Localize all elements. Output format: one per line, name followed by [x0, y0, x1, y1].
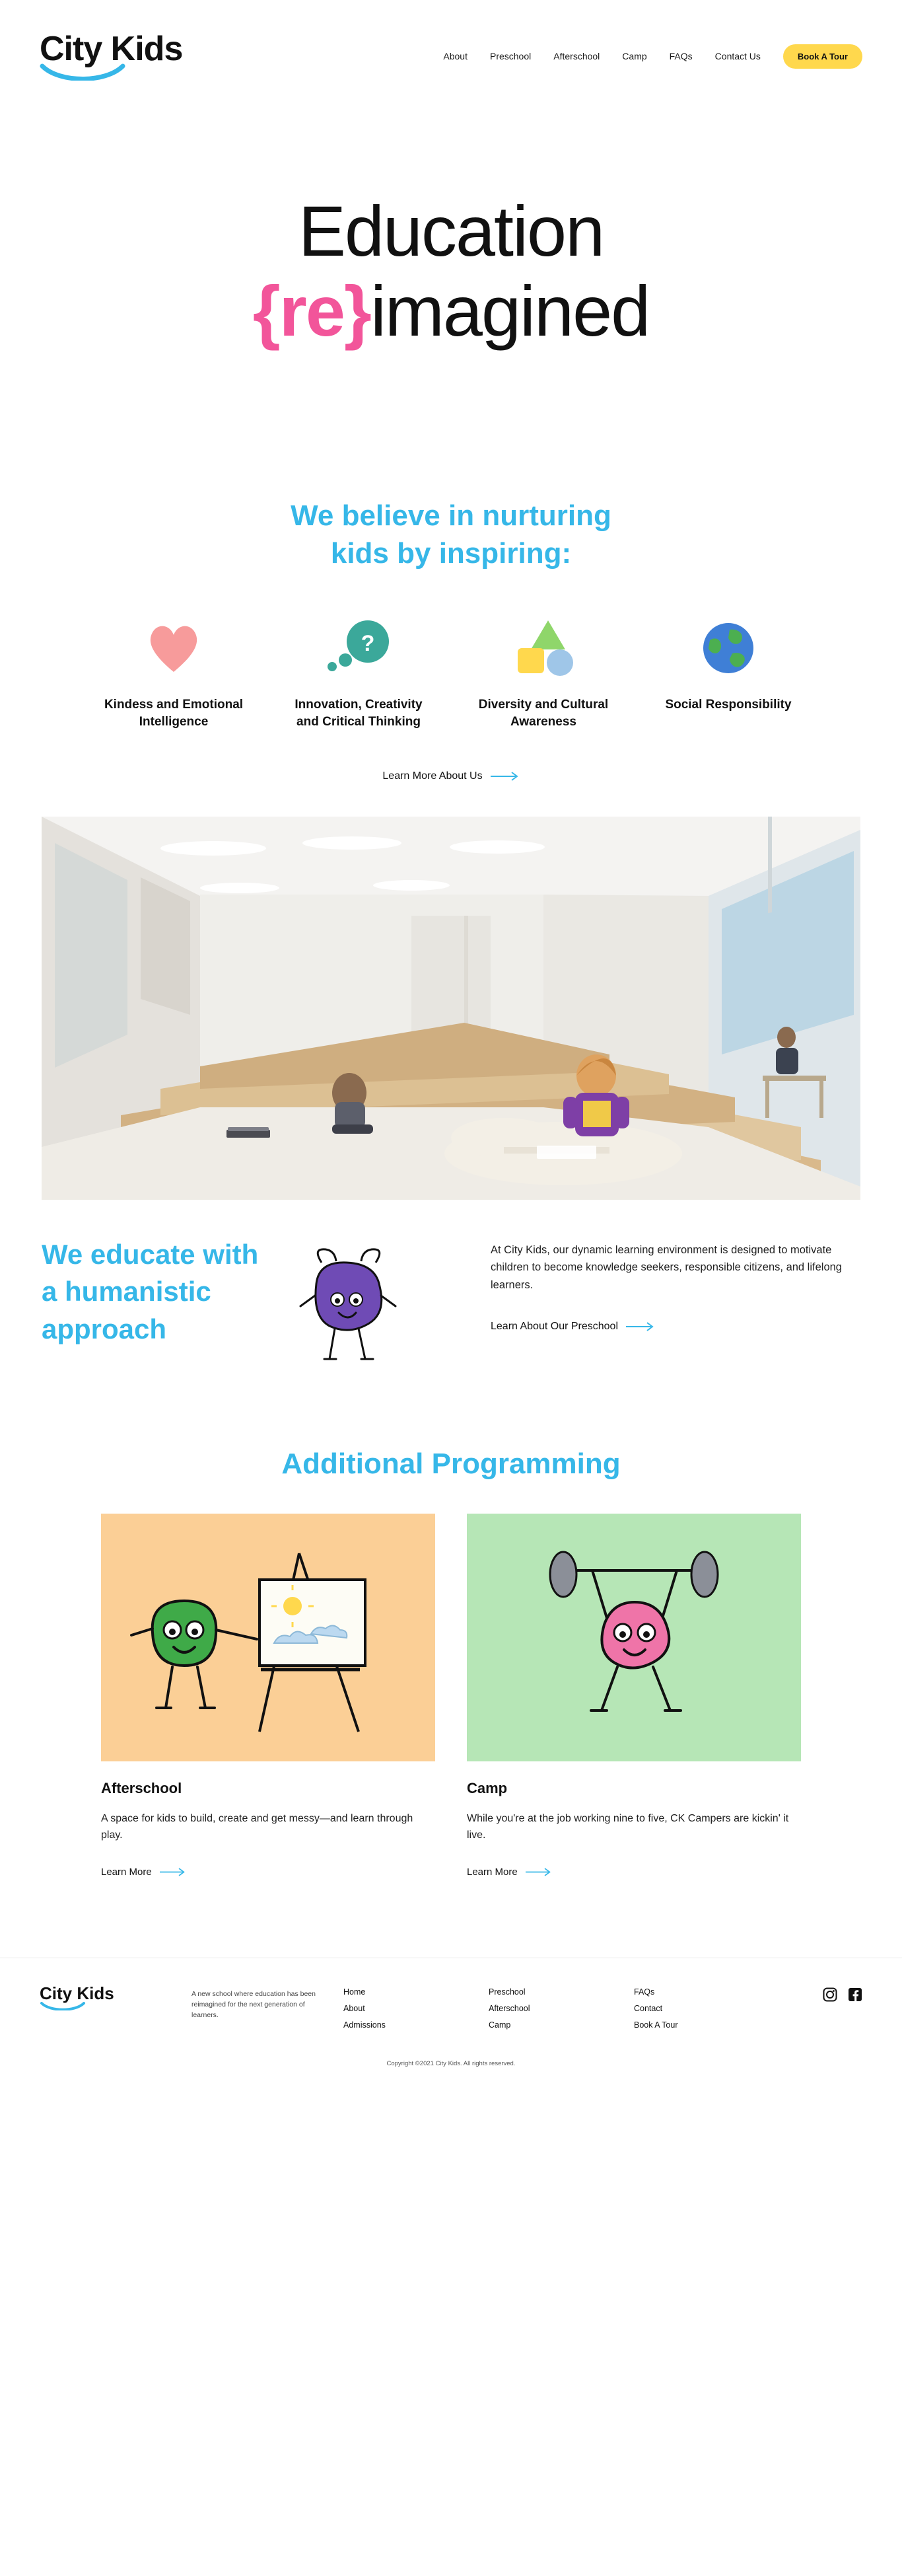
believe-section — [0, 497, 902, 817]
afterschool-learn-more-label: Learn More — [101, 1866, 152, 1878]
humanistic-section — [42, 1200, 860, 1448]
nav-item-afterschool[interactable]: Afterschool — [553, 51, 600, 61]
nav-item-camp[interactable]: Camp — [622, 51, 647, 61]
site-header — [0, 0, 902, 112]
program-card-camp[interactable] — [467, 1514, 801, 1878]
footer-link-preschool[interactable]: Preschool — [489, 1987, 526, 1997]
humanistic-right — [491, 1236, 860, 1348]
instagram-icon[interactable] — [823, 1987, 837, 2005]
nav-item-preschool[interactable]: Preschool — [489, 51, 532, 61]
afterschool-learn-more-link[interactable] — [101, 1866, 186, 1878]
programming-cards — [101, 1514, 801, 1878]
main-nav — [443, 44, 862, 69]
hero-line-1: Education — [298, 191, 604, 271]
believe-heading — [0, 497, 902, 572]
footer-link-book-a-tour[interactable]: Book A Tour — [634, 2020, 678, 2030]
footer-column-1 — [343, 1985, 462, 2030]
footer-link-admissions[interactable]: Admissions — [343, 2020, 386, 2030]
program-card-title: Camp — [467, 1779, 508, 1796]
values-list — [0, 572, 902, 730]
learn-about-preschool-label: Learn About Our Preschool — [491, 1320, 619, 1332]
nav-item-contact-us[interactable]: Contact Us — [714, 51, 761, 61]
footer-social-links — [823, 1985, 862, 2005]
footer-link-afterschool[interactable]: Afterschool — [489, 2003, 530, 2013]
footer-logo-text: City Kids — [40, 1983, 114, 2003]
logo-swoosh-icon — [40, 63, 125, 81]
pink-blob-lifting-barbell-icon — [467, 1514, 801, 1761]
programming-section — [0, 1448, 902, 1878]
believe-heading-line-2: kids by inspiring: — [330, 537, 572, 570]
facebook-icon[interactable] — [848, 1987, 862, 2005]
footer-column-3 — [634, 1985, 753, 2030]
thought-bubble-question-icon — [286, 612, 431, 684]
purple-blob-character-icon — [293, 1243, 405, 1372]
footer-link-camp[interactable]: Camp — [489, 2020, 511, 2030]
green-blob-painting-easel-icon — [101, 1514, 435, 1761]
footer-link-faqs[interactable]: FAQs — [634, 1987, 655, 1997]
footer-link-contact[interactable]: Contact — [634, 2003, 663, 2013]
program-card-title: Afterschool — [101, 1779, 182, 1796]
program-card-afterschool[interactable] — [101, 1514, 435, 1878]
learn-more-about-us-link[interactable] — [382, 770, 519, 782]
learn-about-preschool-link[interactable] — [491, 1321, 655, 1333]
value-label: Innovation, Creativity and Critical Thinking — [295, 698, 423, 729]
hero-heading — [0, 192, 902, 351]
program-card-body: While you're at the job working nine to five, CK Campers are kickin' it live. — [467, 1812, 789, 1841]
svg-text:?: ? — [361, 631, 375, 657]
book-a-tour-button[interactable]: Book A Tour — [783, 44, 862, 69]
humanistic-body: At City Kids, our dynamic learning environment is designed to motivate children to become knowledge seekers, responsible citizens, and lifelong learners. — [491, 1243, 842, 1291]
nav-item-faqs[interactable]: FAQs — [669, 51, 693, 61]
programming-title: Additional Programming — [281, 1447, 621, 1480]
humanistic-heading: We educate with a humanistic approach — [42, 1238, 259, 1344]
copyright-text: Copyright ©2021 City Kids. All rights reserved. — [386, 2059, 516, 2067]
footer-link-home[interactable]: Home — [343, 1987, 366, 1997]
logo[interactable] — [40, 32, 182, 81]
value-item-kindness — [101, 612, 246, 730]
hero-imagined: imagined — [370, 270, 650, 351]
arrow-right-icon — [626, 1322, 655, 1331]
value-item-social-responsibility — [656, 612, 801, 730]
footer-tagline: A new school where education has been reimagined for the next generation of learners. — [191, 1989, 316, 2020]
shapes-icon — [471, 612, 616, 684]
humanistic-left — [42, 1236, 464, 1348]
hero-re: {re} — [252, 270, 370, 351]
believe-heading-line-1: We believe in nurturing — [291, 499, 611, 532]
footer-logo[interactable] — [40, 1985, 165, 2014]
learn-more-about-us-label: Learn More About Us — [382, 770, 483, 782]
footer-column-2 — [489, 1985, 607, 2030]
classroom-photo — [42, 817, 860, 1200]
arrow-right-icon — [526, 1868, 552, 1876]
value-item-innovation — [286, 612, 431, 730]
learn-more-about-us-wrap — [0, 731, 902, 797]
camp-learn-more-label: Learn More — [467, 1866, 518, 1878]
value-item-diversity — [471, 612, 616, 730]
program-card-body: A space for kids to build, create and get messy—and learn through play. — [101, 1812, 413, 1841]
camp-learn-more-link[interactable] — [467, 1866, 552, 1878]
arrow-right-icon — [160, 1868, 186, 1876]
value-label: Diversity and Cultural Awareness — [478, 698, 609, 729]
nav-item-about[interactable]: About — [443, 51, 468, 61]
heart-icon — [101, 612, 246, 684]
classroom-photo-illustration — [42, 817, 860, 1200]
globe-icon — [656, 612, 801, 684]
arrow-right-icon — [491, 772, 520, 781]
value-label: Social Responsibility — [665, 698, 792, 712]
hero-section — [0, 112, 902, 497]
footer-link-about[interactable]: About — [343, 2003, 365, 2013]
footer-logo-swoosh-icon — [40, 2001, 86, 2010]
site-footer — [0, 1958, 902, 2036]
logo-text: City Kids — [40, 30, 183, 68]
value-label: Kindess and Emotional Intelligence — [104, 698, 244, 729]
